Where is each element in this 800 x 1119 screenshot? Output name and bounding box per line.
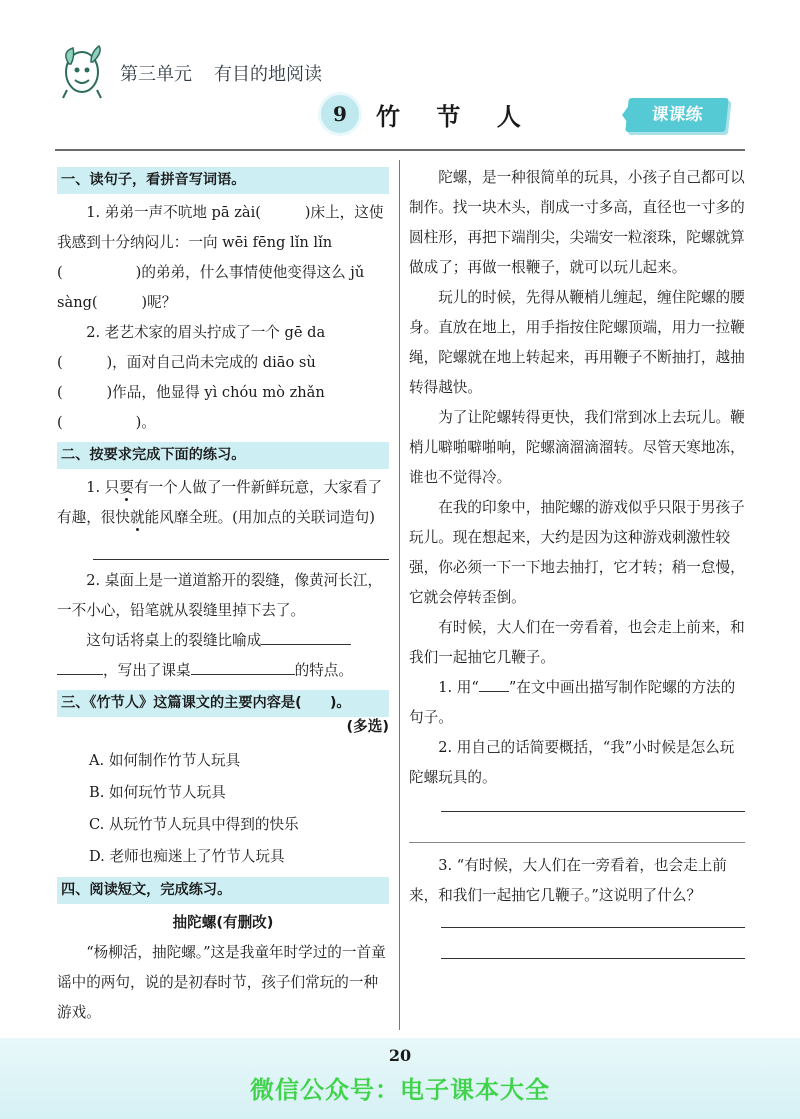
- underline-sample: [479, 673, 509, 692]
- reading-paragraph-5: 在我的印象中，抽陀螺的游戏似乎只限于男孩子玩儿。现在想起来，大约是因为这种游戏刺激性较强，你必须一下一下地去抽打，它才转；稍一怠慢，它就会停转歪倒。: [409, 499, 745, 606]
- reading-paragraph-6: 有时候，大人们在一旁看着，也会走上前来，和我们一起抽它几鞭子。: [409, 619, 745, 666]
- practice-badge: 课课练: [625, 98, 729, 132]
- left-column: [57, 163, 389, 1028]
- lesson-title: [318, 92, 535, 136]
- r-question-3: 3. “有时候，大人们在一旁看着，也会走上前来，和我们一起抽它几鞭子。”这说明了什么？: [409, 857, 727, 904]
- top-divider: [55, 149, 745, 151]
- leaf-mascot-icon: [55, 42, 107, 100]
- section-3-title: 三、《竹节人》这篇课文的主要内容是( )。: [57, 690, 389, 717]
- s2-question-2-fill-b: ，写出了课桌 的特点。: [57, 656, 389, 686]
- s2-question-1: 1. 只要有一个人做了一件新鲜玩意，大家看了有趣，很快就能风靡全班。(用加点的关联词造句): [57, 479, 383, 526]
- s1-question-2-line3: ( )作品，他显得 yì chóu mò zhǎn: [57, 384, 325, 401]
- option-b: B. 如何玩竹节人玩具: [89, 784, 226, 801]
- r-question-1: 1. 用“ ”在文中画出描写制作陀螺的方法的句子。: [409, 673, 745, 733]
- answer-line-rq3-2[interactable]: [441, 958, 745, 959]
- unit-header: [120, 60, 344, 86]
- option-d: D. 老师也痴迷上了竹节人玩具: [89, 848, 285, 865]
- reading-paragraph-2: 陀螺，是一种很简单的玩具，小孩子自己都可以制作。找一块木头，削成一寸多高，直径也一寸多的圆柱形，再把下端削尖，尖端安一粒滚珠，陀螺就算做成了；再做一根鞭子，就可以玩儿起来。: [409, 169, 745, 276]
- column-divider: [399, 160, 400, 1030]
- s2-question-2: 2. 桌面上是一道道豁开的裂缝，像黄河长江，一不小心，铅笔就从裂缝里掉下去了。: [57, 572, 383, 619]
- unit-label: 第三单元: [120, 64, 192, 85]
- answer-line-rq2[interactable]: [441, 811, 745, 812]
- reading-paragraph-4: 为了让陀螺转得更快，我们常到冰上去玩儿。鞭梢儿噼啪噼啪响，陀螺滴溜滴溜转。尽管天寒地冻，谁也不觉得冷。: [409, 409, 745, 486]
- section-1-title: 一、读句子，看拼音写词语。: [57, 167, 389, 194]
- reading-title: 抽陀螺(有删改): [172, 914, 274, 931]
- page-number: 20: [388, 1046, 412, 1065]
- r-question-2: 2. 用自己的话简要概括，“我”小时候是怎么玩陀螺玩具的。: [409, 739, 735, 786]
- dotted-char-jiu: 就: [129, 509, 145, 526]
- multi-select-note: (多选): [346, 718, 389, 735]
- unit-theme: 有目的地阅读: [214, 64, 322, 85]
- s1-question-2: 2. 老艺术家的眉头拧成了一个 gē da: [86, 324, 326, 341]
- blank-metaphor-cont[interactable]: [57, 656, 103, 675]
- reading-paragraph-1: “杨柳活，抽陀螺。”这是我童年时学过的一首童谣中的两句，说的是初春时节，孩子们常玩的一种游戏。: [57, 944, 386, 1021]
- s1-question-2-line2: ( )，面对自己尚未完成的 diāo sù: [57, 354, 316, 371]
- section-2-title: 二、按要求完成下面的练习。: [57, 442, 389, 469]
- right-column: [409, 163, 745, 959]
- section-4-title: 四、阅读短文，完成练习。: [57, 877, 389, 904]
- lesson-number: 9: [318, 92, 362, 136]
- dotted-char-yao: 要: [119, 479, 134, 496]
- option-c: C. 从玩竹节人玩具中得到的快乐: [89, 816, 299, 833]
- right-divider: [409, 842, 745, 843]
- blank-metaphor[interactable]: [261, 626, 351, 645]
- s2-question-2-fill-a: 这句话将桌上的裂缝比喻成: [57, 626, 389, 656]
- lesson-name: 竹 节 人: [376, 101, 535, 131]
- s1-question-2-line4: ( )。: [57, 414, 156, 431]
- s1-question-1: 1. 弟弟一声不吭地 pā zài( )床上，这使我感到十分纳闷儿：一向 wēi fēng lǐn lǐn: [57, 204, 384, 251]
- blank-feature[interactable]: [191, 656, 295, 675]
- option-a: A. 如何制作竹节人玩具: [89, 752, 241, 769]
- reading-paragraph-3: 玩儿的时候，先得从鞭梢儿缠起，缠住陀螺的腰身。直放在地上，用手指按住陀螺顶端，用力一拉鞭绳，陀螺就在地上转起来，再用鞭子不断抽打，越抽转得越快。: [409, 289, 745, 396]
- s1-question-1-cont: ( )的弟弟，什么事情使他变得这么 jǔ sàng( )呢？: [57, 264, 365, 311]
- footer-watermark: 微信公众号：电子课本大全: [250, 1076, 550, 1104]
